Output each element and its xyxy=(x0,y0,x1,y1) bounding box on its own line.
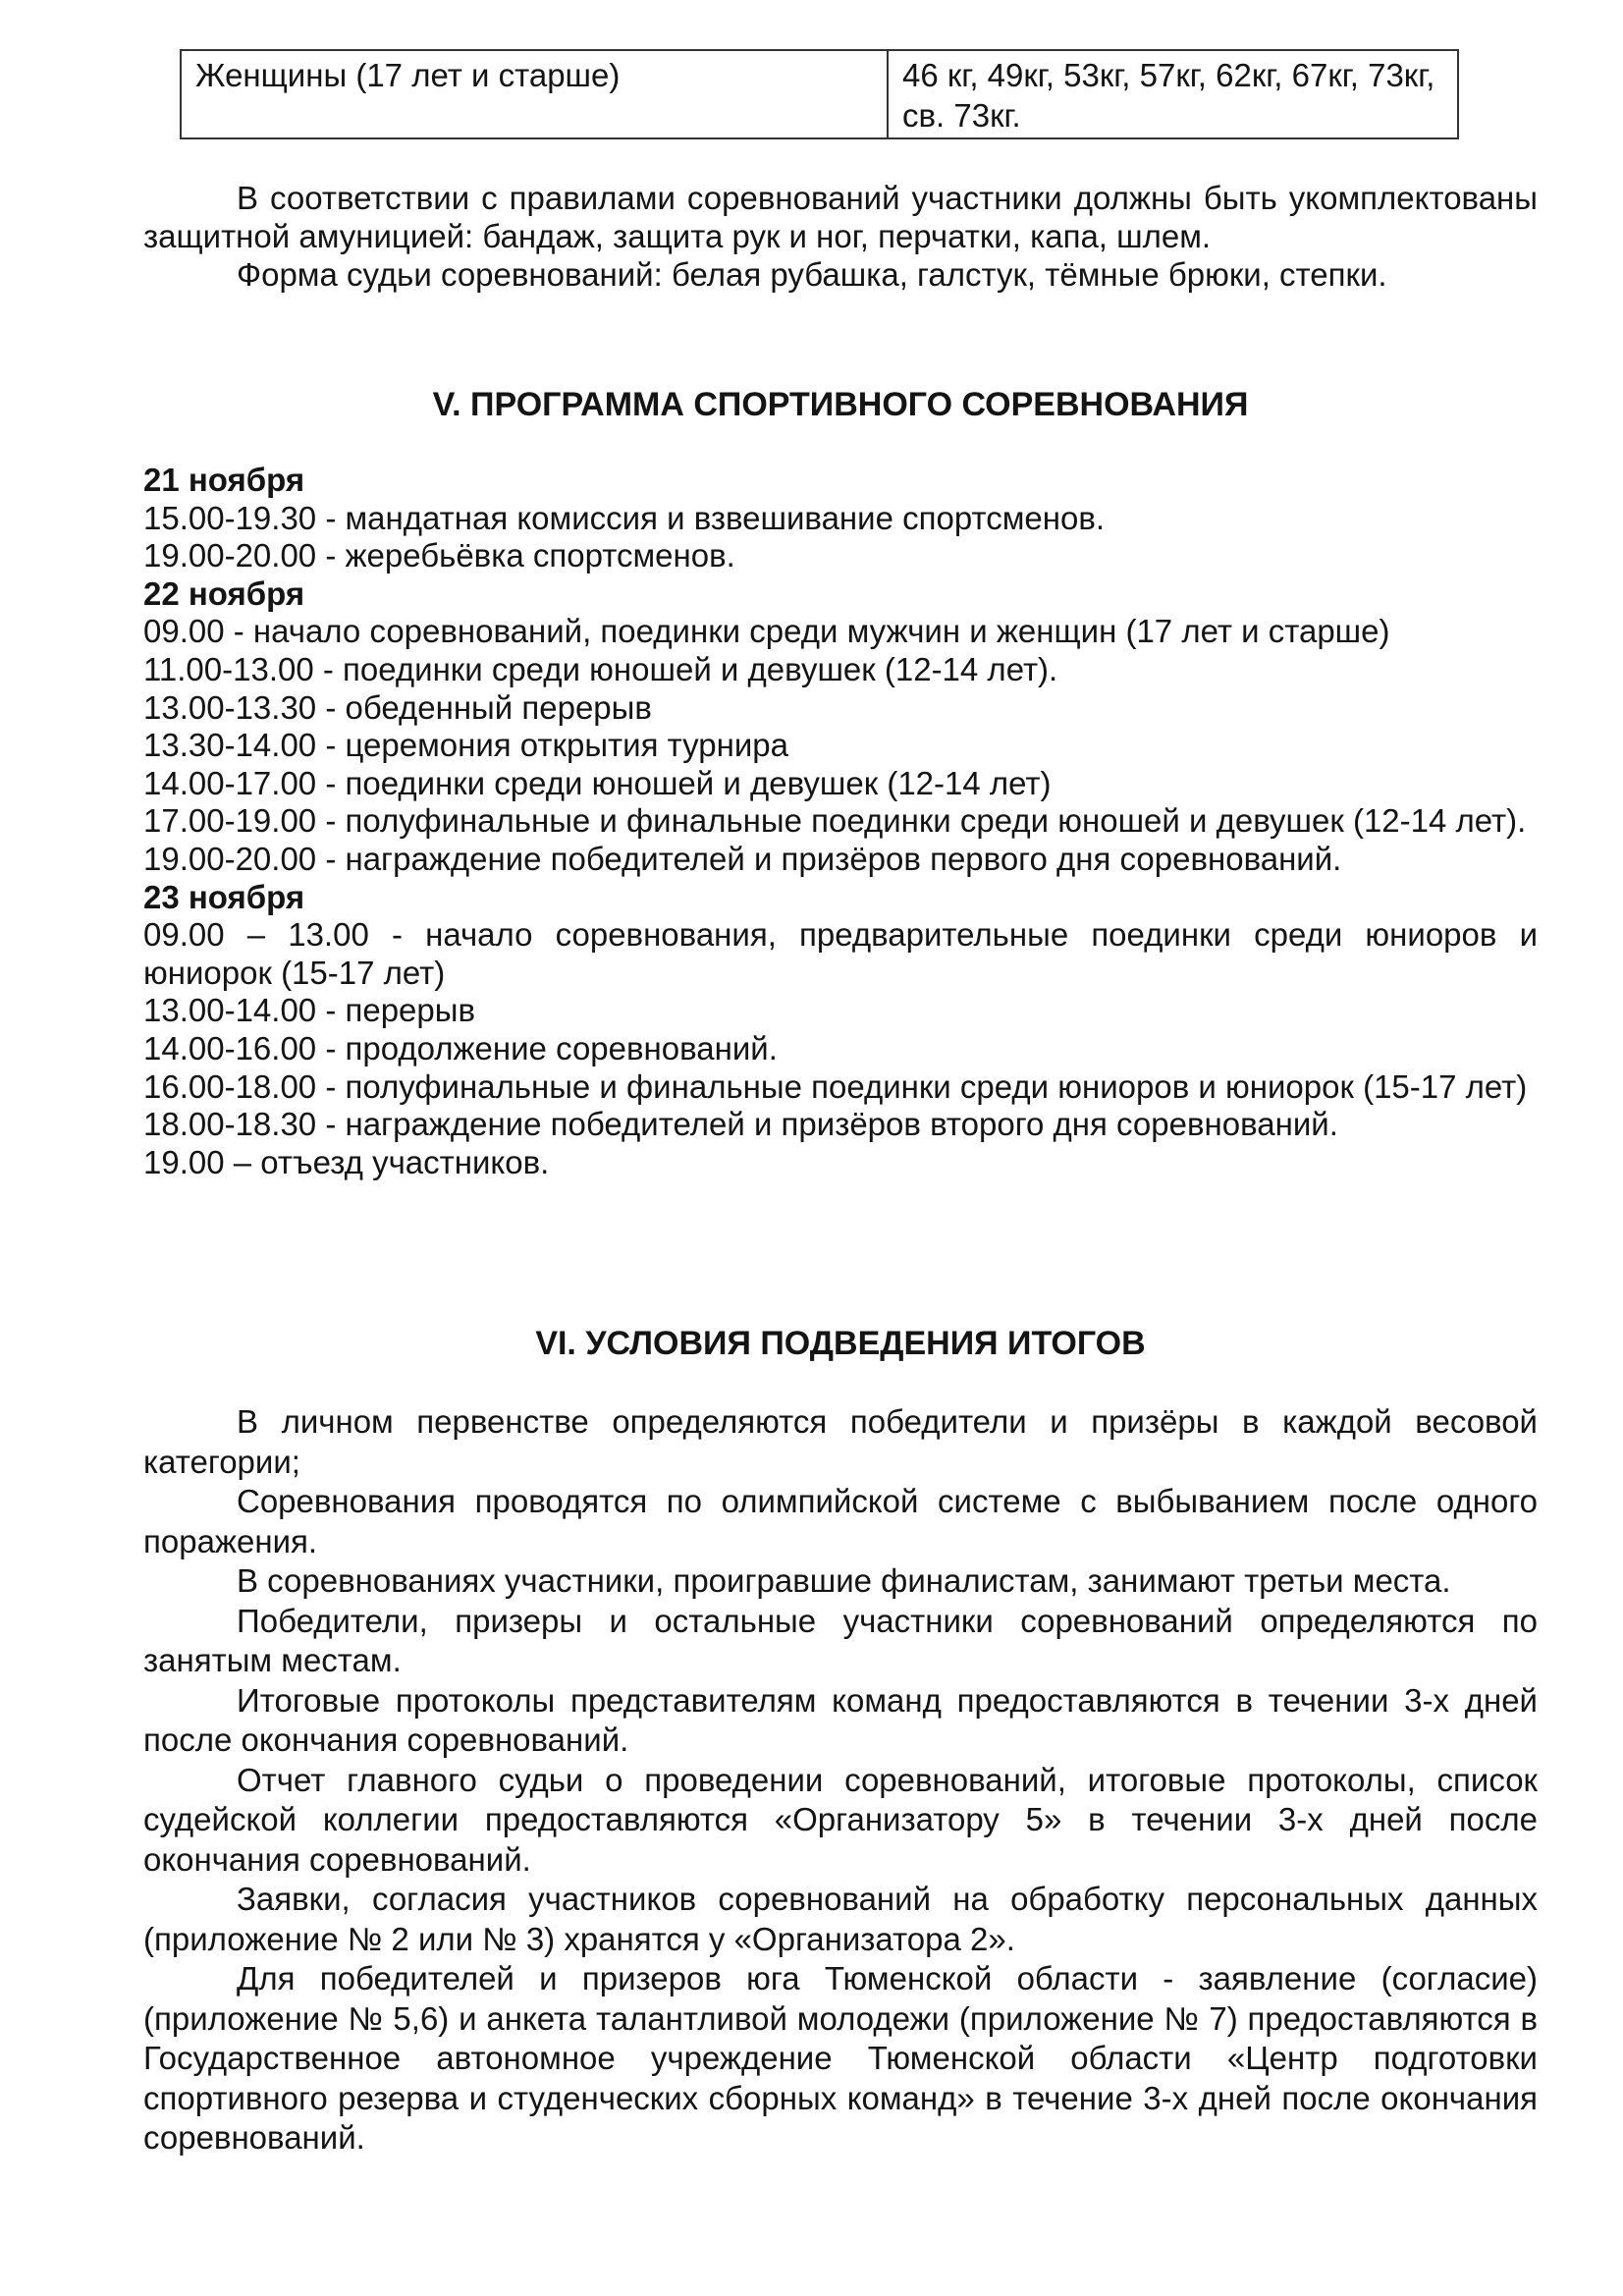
results-paragraph: Заявки, согласия участников соревнований на обработку персональных данных (приложение № 2 или № 3) хранятся у «Организатора 2». xyxy=(143,1881,1538,1957)
equipment-paragraph: В соответствии с правилами соревнований участники должны быть укомплектованы защитной амуницией: бандаж, защита рук и ног, перчатки, капа, шлем. xyxy=(143,180,1538,254)
schedule-item: 13.00-13.30 - обеденный перерыв xyxy=(143,688,652,726)
schedule-item: 14.00-16.00 - продолжение соревнований. xyxy=(143,1029,778,1066)
results-paragraph: Соревнования проводятся по олимпийской системе с выбыванием после одного поражения. xyxy=(143,1483,1538,1559)
schedule-item: 16.00-18.00 - полуфинальные и финальные поединки среди юниоров и юниорок (15-17 лет) xyxy=(143,1067,1528,1105)
intro-block xyxy=(143,179,1538,294)
schedule-day-date: 22 ноября xyxy=(143,574,305,612)
results-paragraph: Для победителей и призеров юга Тюменской области - заявление (согласие) (приложение № 5,6) и анкета талантливой молодежи (приложение № 7) предоставляются в Государственное автономное учреждение Тюменской области «Центр подготовки спортивного резерва и студенческих сборных команд» в течение 3-х дней после окончания соревнований. xyxy=(143,1960,1538,2156)
results-paragraph: Победители, призеры и остальные участники соревнований определяются по занятым местам. xyxy=(143,1602,1538,1678)
schedule-item: 15.00-19.30 - мандатная комиссия и взвешивание спортсменов. xyxy=(143,499,1106,536)
competition-schedule xyxy=(143,462,1538,1181)
schedule-item: 19.00-20.00 - жеребьёвка спортсменов. xyxy=(143,537,735,574)
schedule-item: 13.30-14.00 - церемония открытия турнира xyxy=(143,727,788,764)
schedule-item: 19.00 – отъезд участников. xyxy=(143,1143,550,1180)
results-paragraph: В личном первенстве определяются победители и призёры в каждой весовой категории; xyxy=(143,1403,1538,1480)
schedule-item: 18.00-18.30 - награждение победителей и призёров второго дня соревнований. xyxy=(143,1106,1338,1143)
results-paragraph: Итоговые протоколы представителям команд предоставляются в течении 3-х дней после окончания соревнований. xyxy=(143,1681,1538,1758)
schedule-item: 13.00-14.00 - перерыв xyxy=(143,992,476,1029)
judge-uniform-paragraph: Форма судьи соревнований: белая рубашка, галстук, тёмные брюки, степки. xyxy=(237,256,1387,293)
schedule-item: 14.00-17.00 - поединки среди юношей и девушек (12-14 лет) xyxy=(143,764,1052,801)
schedule-item: 11.00-13.00 - поединки среди юношей и девушек (12-14 лет). xyxy=(143,650,1058,687)
schedule-item: 09.00 - начало соревнований, поединки среди мужчин и женщин (17 лет и старше) xyxy=(143,613,1390,650)
section-5-title: V. ПРОГРАММА СПОРТИВНОГО СОРЕВНОВАНИЯ xyxy=(432,386,1249,423)
results-conditions-block xyxy=(143,1402,1538,2159)
section-6-title: VI. УСЛОВИЯ ПОДВЕДЕНИЯ ИТОГОВ xyxy=(535,1325,1146,1362)
schedule-item: 09.00 – 13.00 - начало соревнования, предварительные поединки среди юниоров и юниорок (15-17 лет) xyxy=(143,916,1538,991)
category-cell: Женщины (17 лет и старше) xyxy=(181,50,888,138)
schedule-item: 19.00-20.00 - награждение победителей и призёров первого дня соревнований. xyxy=(143,840,1342,877)
schedule-day-date: 23 ноября xyxy=(143,878,305,915)
weight-category-table xyxy=(180,49,1459,139)
schedule-item: 17.00-19.00 - полуфинальные и финальные поединки среди юношей и девушек (12-14 лет). xyxy=(143,802,1527,840)
weights-cell: 46 кг, 49кг, 53кг, 57кг, 62кг, 67кг, 73кг, св. 73кг. xyxy=(888,50,1458,138)
schedule-day-date: 21 ноября xyxy=(143,462,305,498)
table-row xyxy=(181,50,1458,138)
results-paragraph: Отчет главного судьи о проведении соревнований, итоговые протоколы, список судейской коллегии предоставляются «Организатору 5» в течении 3-х дней после окончания соревнований. xyxy=(143,1761,1538,1878)
results-paragraph: В соревнованиях участники, проигравшие финалистам, занимают третьи места. xyxy=(237,1562,1451,1599)
